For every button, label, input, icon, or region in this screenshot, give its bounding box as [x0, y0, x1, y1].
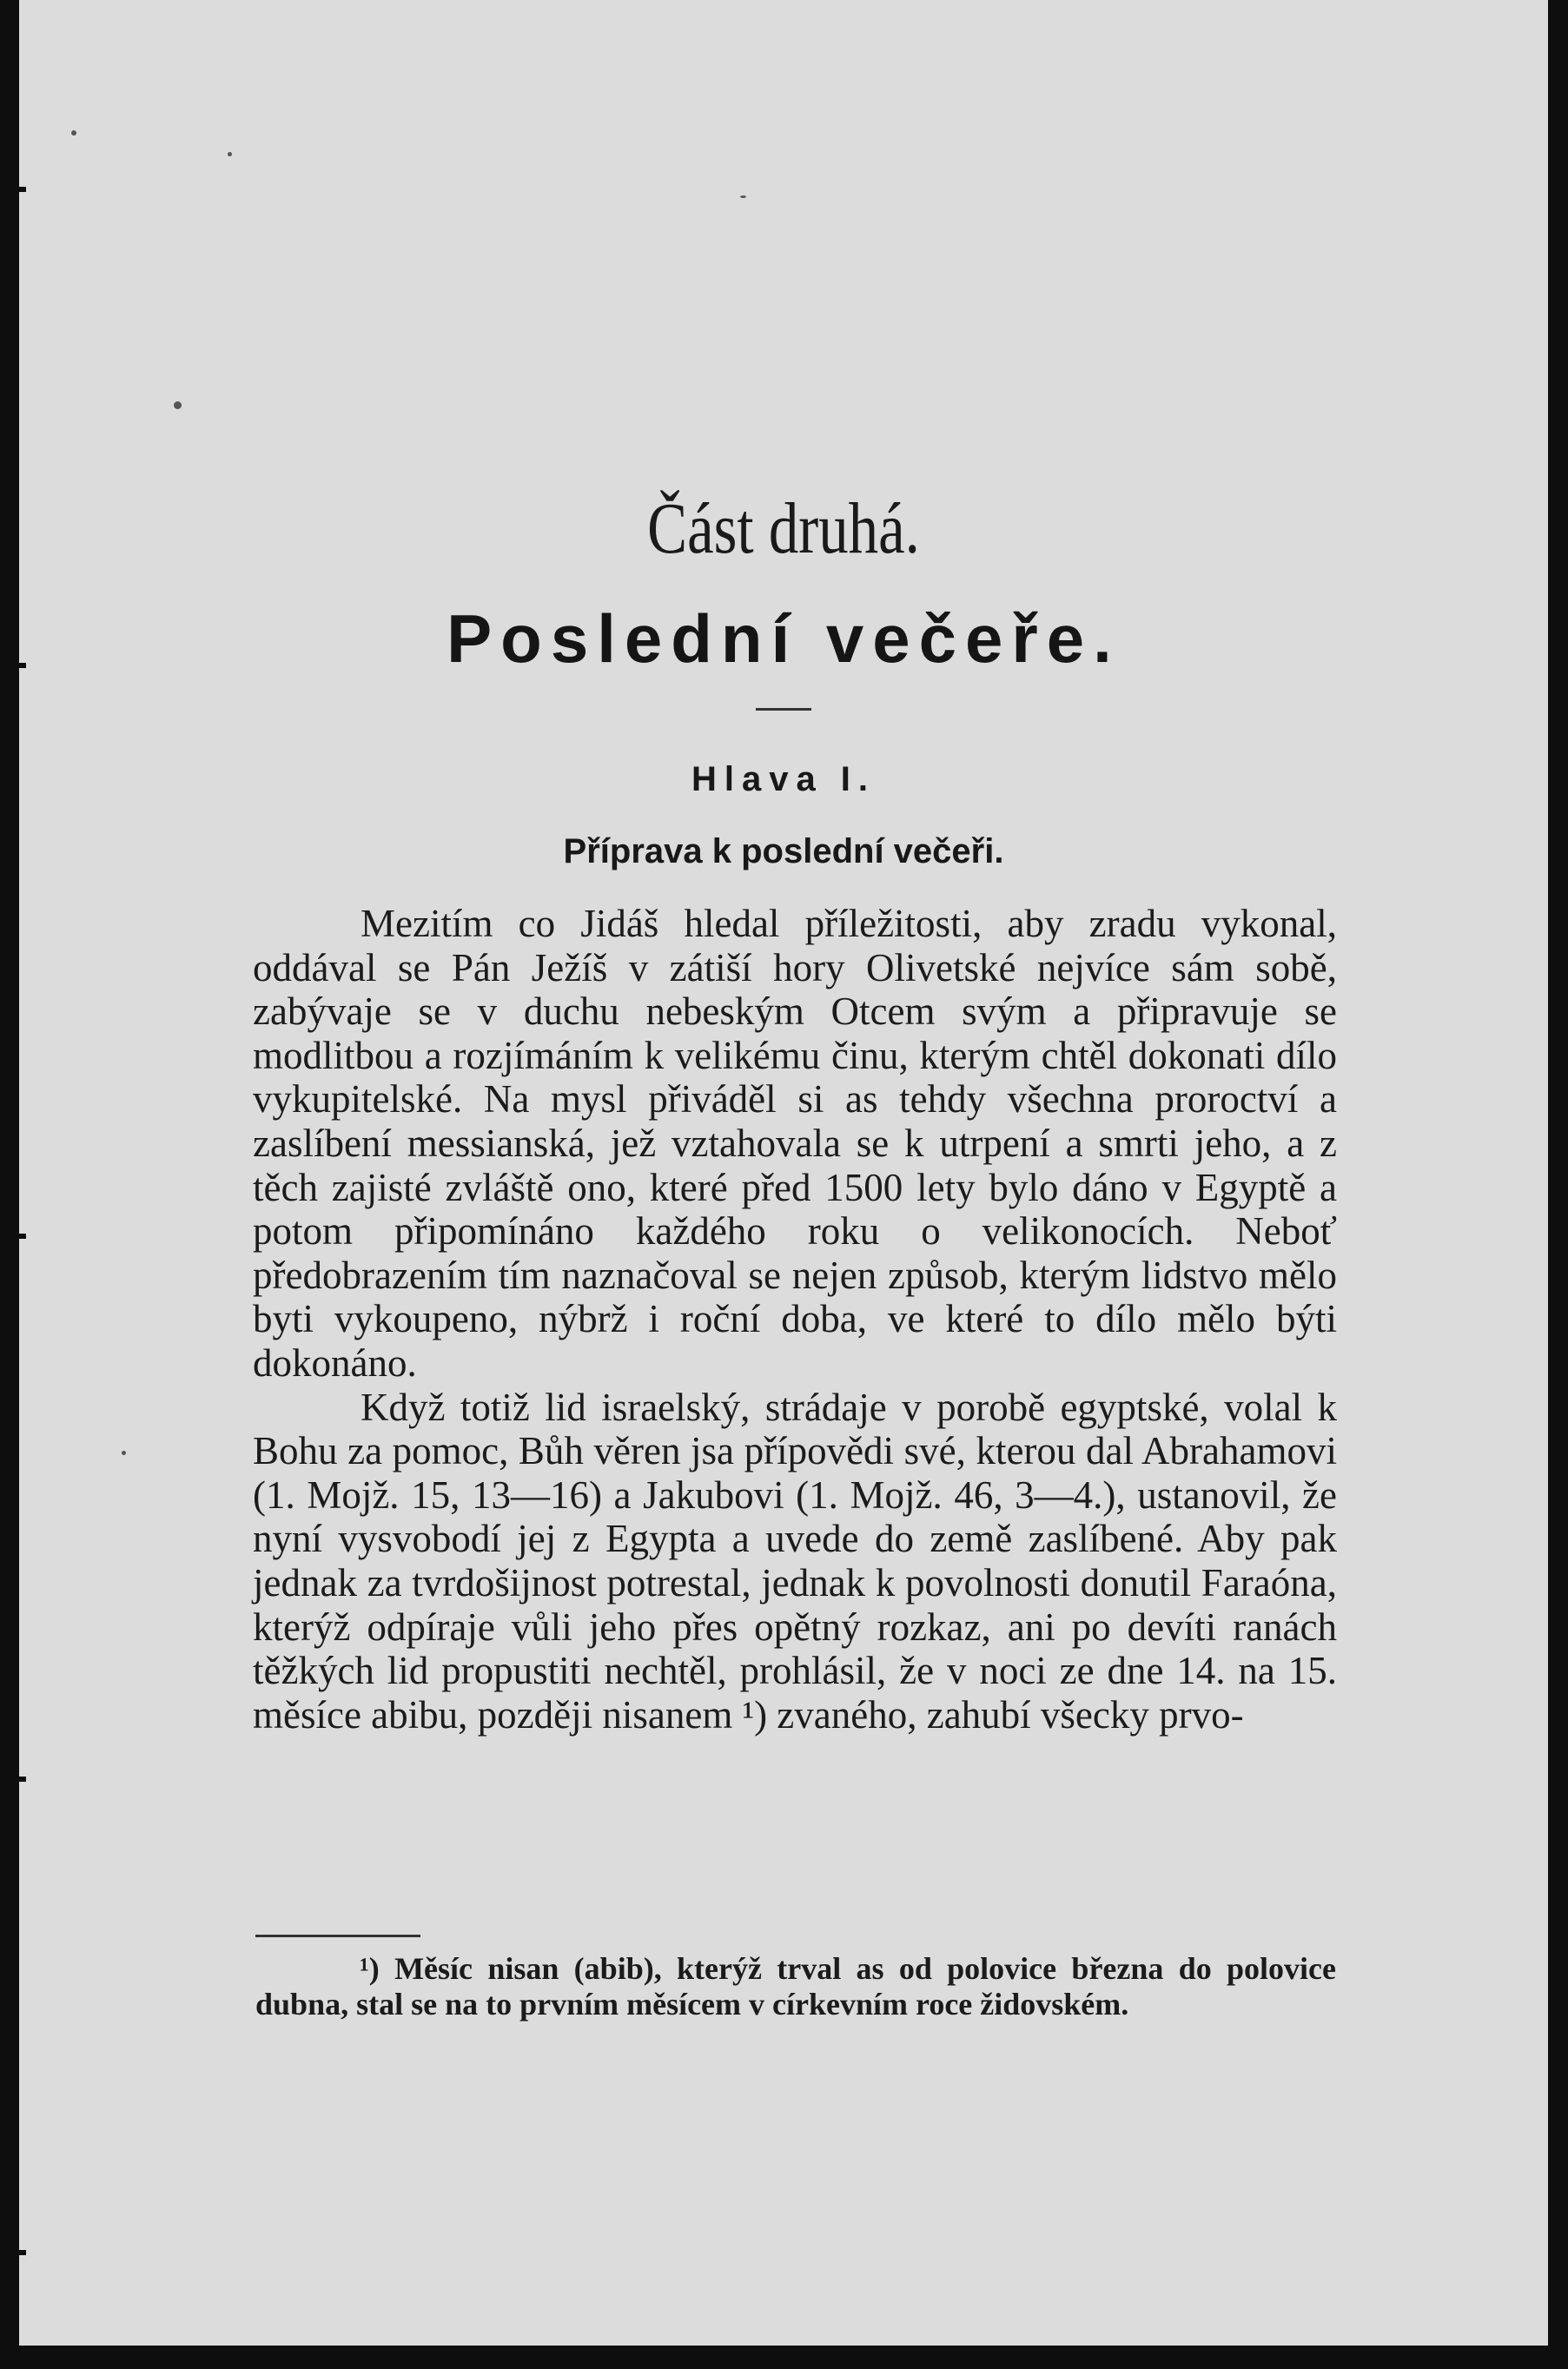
margin-tick [0, 1234, 26, 1239]
scan-speck [122, 1451, 126, 1455]
footnote: ¹) Měsíc nisan (abib), kterýž trval as od polovice března do polovice dubna, stal se na to prvním měsícem v církevním roce židovském. [255, 1951, 1336, 2022]
margin-tick [0, 1777, 26, 1782]
chapter-title: Příprava k poslední večeři. [563, 832, 1004, 870]
book-page [19, 0, 1548, 2346]
scan-speck [740, 195, 746, 198]
bottom-scan-edge [0, 2346, 1568, 2369]
paragraph-2: Když totiž lid israelský, strádaje v porobě egyptské, volal k Bohu za pomoc, Bůh věren jsa přípovědi své, kterou dal Abrahamovi (1. Mojž. 15, 13—16) a Jakubovi (1. Mojž. 46, 3—4.), ustanovil, že nyní vysvobodí jej z Egypta a uvede do země zaslíbené. Aby pak jednak za tvrdošijnost potrestal, jednak k povolnosti donutil Faraóna, kterýž odpíraje vůli jeho přes opětný rozkaz, ani po devíti ranách těžkých lid propustiti nechtěl, prohlásil, že v noci ze dne 14. na 15. měsíce abibu, později nisanem ¹) zvaného, zahubí všecky prvo- [253, 1385, 1337, 1737]
scan-speck [228, 152, 232, 156]
scan-speck [174, 401, 182, 409]
paragraph-1: Mezitím co Jidáš hledal příležitosti, aby zradu vykonal, oddával se Pán Ježíš v zátiší hory Olivetské nejvíce sám sobě, zabývaje se v duchu nebeským Otcem svým a připravuje se modlitbou a rozjímáním k velikému činu, kterým chtěl dokonati dílo vykupitelské. Na mysl přiváděl si as tehdy všechna proroctví a zaslíbení messianská, jež vztahovala se k utrpení a smrti jeho, a z těch zajisté zvláště ono, které před 1500 lety bylo dáno v Egyptě a potom připomínáno každého roku o velikonocích. Neboť předobrazením tím naznačoval se nejen způsob, kterým lidstvo mělo byti vykoupeno, nýbrž i roční doba, ve které to dílo mělo býti dokonáno. [253, 902, 1337, 1385]
margin-tick [0, 187, 26, 192]
part-title: Část druhá. [647, 488, 920, 569]
left-scan-edge [0, 0, 19, 2369]
margin-tick [0, 2250, 26, 2255]
scan-speck [71, 130, 76, 136]
right-scan-edge [1548, 0, 1568, 2369]
title-divider [756, 708, 811, 711]
chapter-label: Hlava I. [691, 760, 877, 798]
margin-tick [0, 663, 26, 668]
body-text [253, 902, 1337, 1737]
book-title: Poslední večeře. [447, 600, 1121, 677]
footnote-divider [255, 1935, 420, 1937]
